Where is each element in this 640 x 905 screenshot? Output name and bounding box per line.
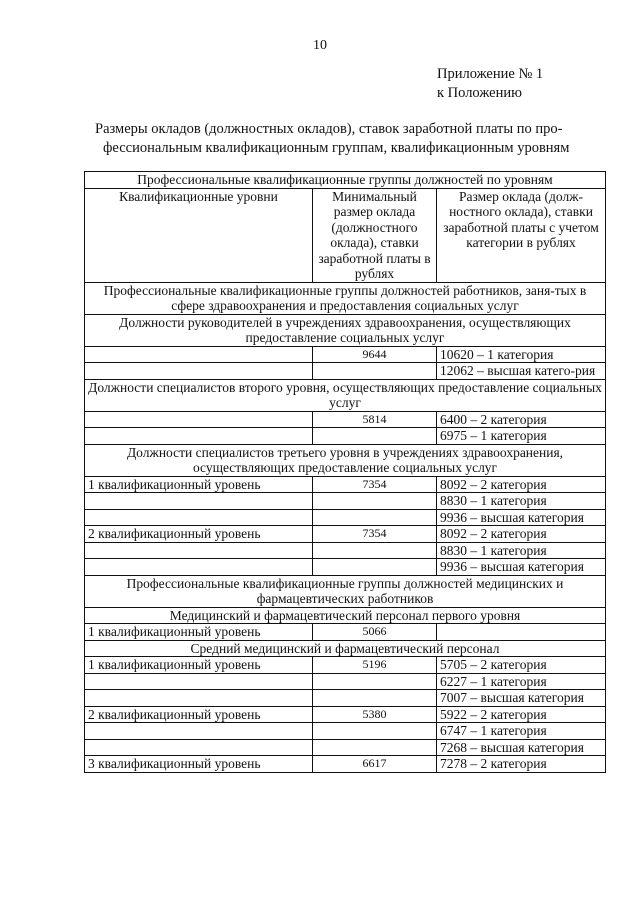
- qualification-level-cell: [85, 509, 313, 526]
- min-salary-cell: 5066: [313, 624, 437, 641]
- table-header-group-row: [85, 172, 606, 189]
- category-salary-cell: 6975 – 1 категория: [437, 428, 606, 445]
- appendix-line-2: к Положению: [437, 85, 522, 101]
- category-salary-cell: 9936 – высшая категория: [437, 509, 606, 526]
- qualification-level-cell: [85, 690, 313, 707]
- table-row: [85, 624, 606, 641]
- qualification-level-cell: 1 квалификационный уровень: [85, 657, 313, 674]
- min-salary-cell: [313, 363, 437, 380]
- header-col-min-salary: Минимальный размер оклада (должностного оклада), ставки заработной платы в рублях: [313, 188, 437, 282]
- title-line-1: Размеры окладов (должностных окладов), ставок заработной платы по про-: [95, 121, 563, 137]
- min-salary-cell: 6617: [313, 756, 437, 773]
- min-salary-cell: 5196: [313, 657, 437, 674]
- appendix-note: [437, 65, 543, 103]
- table-row: [85, 756, 606, 773]
- table-row: [85, 428, 606, 445]
- table-row: [85, 346, 606, 363]
- qualification-level-cell: 1 квалификационный уровень: [85, 476, 313, 493]
- qualification-level-cell: [85, 428, 313, 445]
- category-salary-cell: 6747 – 1 категория: [437, 723, 606, 740]
- table-row: [85, 559, 606, 576]
- qualification-level-cell: 2 квалификационный уровень: [85, 706, 313, 723]
- qualification-level-cell: [85, 411, 313, 428]
- min-salary-cell: [313, 542, 437, 559]
- table-row: [85, 657, 606, 674]
- category-salary-cell: 6400 – 2 категория: [437, 411, 606, 428]
- group-title-cell: Должности руководителей в учреждениях здравоохранения, осуществляющих предоставление социальных услуг: [85, 314, 606, 346]
- group-title-cell: Средний медицинский и фармацевтический персонал: [85, 640, 606, 657]
- min-salary-cell: [313, 559, 437, 576]
- table-row: [85, 739, 606, 756]
- table-row: [85, 723, 606, 740]
- group-title-cell: Должности специалистов второго уровня, осуществляющих предоставление социальных услуг: [85, 379, 606, 411]
- group-title-cell: Должности специалистов третьего уровня в учреждениях здравоохранения, осуществляющих предоставление социальных услуг: [85, 444, 606, 476]
- table-group-row: [85, 379, 606, 411]
- min-salary-cell: 9644: [313, 346, 437, 363]
- group-title-cell: Профессиональные квалификационные группы должностей медицинских и фармацевтических работников: [85, 575, 606, 607]
- min-salary-cell: 7354: [313, 476, 437, 493]
- qualification-level-cell: [85, 559, 313, 576]
- document-title: [95, 120, 615, 158]
- salary-table: [84, 171, 606, 773]
- category-salary-cell: 8092 – 2 категория: [437, 476, 606, 493]
- min-salary-cell: [313, 690, 437, 707]
- min-salary-cell: [313, 739, 437, 756]
- table-group-row: [85, 607, 606, 624]
- table-row: [85, 363, 606, 380]
- table-group-row: [85, 575, 606, 607]
- table-row: [85, 542, 606, 559]
- category-salary-cell: 7007 – высшая категория: [437, 690, 606, 707]
- table-row: [85, 411, 606, 428]
- category-salary-cell: 5705 – 2 категория: [437, 657, 606, 674]
- min-salary-cell: [313, 428, 437, 445]
- qualification-level-cell: [85, 346, 313, 363]
- category-salary-cell: 6227 – 1 категория: [437, 673, 606, 690]
- qualification-level-cell: [85, 493, 313, 510]
- table-group-row: [85, 444, 606, 476]
- qualification-level-cell: 2 квалификационный уровень: [85, 526, 313, 543]
- min-salary-cell: 5380: [313, 706, 437, 723]
- qualification-level-cell: [85, 542, 313, 559]
- table-group-row: [85, 282, 606, 314]
- table-header-row: [85, 188, 606, 282]
- header-col-levels: Квалификационные уровни: [85, 188, 313, 282]
- category-salary-cell: 7278 – 2 категория: [437, 756, 606, 773]
- category-salary-cell: 8092 – 2 категория: [437, 526, 606, 543]
- category-salary-cell: 8830 – 1 категория: [437, 493, 606, 510]
- qualification-level-cell: [85, 723, 313, 740]
- qualification-level-cell: 1 квалификационный уровень: [85, 624, 313, 641]
- category-salary-cell: 8830 – 1 категория: [437, 542, 606, 559]
- table-row: [85, 493, 606, 510]
- group-title-cell: Медицинский и фармацевтический персонал первого уровня: [85, 607, 606, 624]
- category-salary-cell: 10620 – 1 категория: [437, 346, 606, 363]
- title-line-2: фессиональным квалификационным группам, квалификационным уровням: [103, 140, 570, 156]
- qualification-level-cell: 3 квалификационный уровень: [85, 756, 313, 773]
- min-salary-cell: [313, 723, 437, 740]
- qualification-level-cell: [85, 739, 313, 756]
- table-row: [85, 706, 606, 723]
- table-group-row: [85, 640, 606, 657]
- qualification-level-cell: [85, 673, 313, 690]
- category-salary-cell: 7268 – высшая категория: [437, 739, 606, 756]
- min-salary-cell: 7354: [313, 526, 437, 543]
- page-number: 10: [313, 38, 327, 53]
- category-salary-cell: 5922 – 2 категория: [437, 706, 606, 723]
- min-salary-cell: [313, 493, 437, 510]
- table-row: [85, 526, 606, 543]
- header-col-category-salary: Размер оклада (долж-ностного оклада), ставки заработной платы с учетом категории в рублях: [437, 188, 606, 282]
- header-group-cell: Профессиональные квалификационные группы должностей по уровням: [85, 172, 606, 189]
- min-salary-cell: [313, 673, 437, 690]
- category-salary-cell: [437, 624, 606, 641]
- table-row: [85, 690, 606, 707]
- min-salary-cell: 5814: [313, 411, 437, 428]
- group-title-cell: Профессиональные квалификационные группы должностей работников, заня-тых в сфере здравоохранения и предоставления социальных услуг: [85, 282, 606, 314]
- category-salary-cell: 12062 – высшая катего-рия: [437, 363, 606, 380]
- table-row: [85, 673, 606, 690]
- qualification-level-cell: [85, 363, 313, 380]
- min-salary-cell: [313, 509, 437, 526]
- category-salary-cell: 9936 – высшая категория: [437, 559, 606, 576]
- table-group-row: [85, 314, 606, 346]
- table-row: [85, 509, 606, 526]
- table-row: [85, 476, 606, 493]
- appendix-line-1: Приложение № 1: [437, 66, 544, 82]
